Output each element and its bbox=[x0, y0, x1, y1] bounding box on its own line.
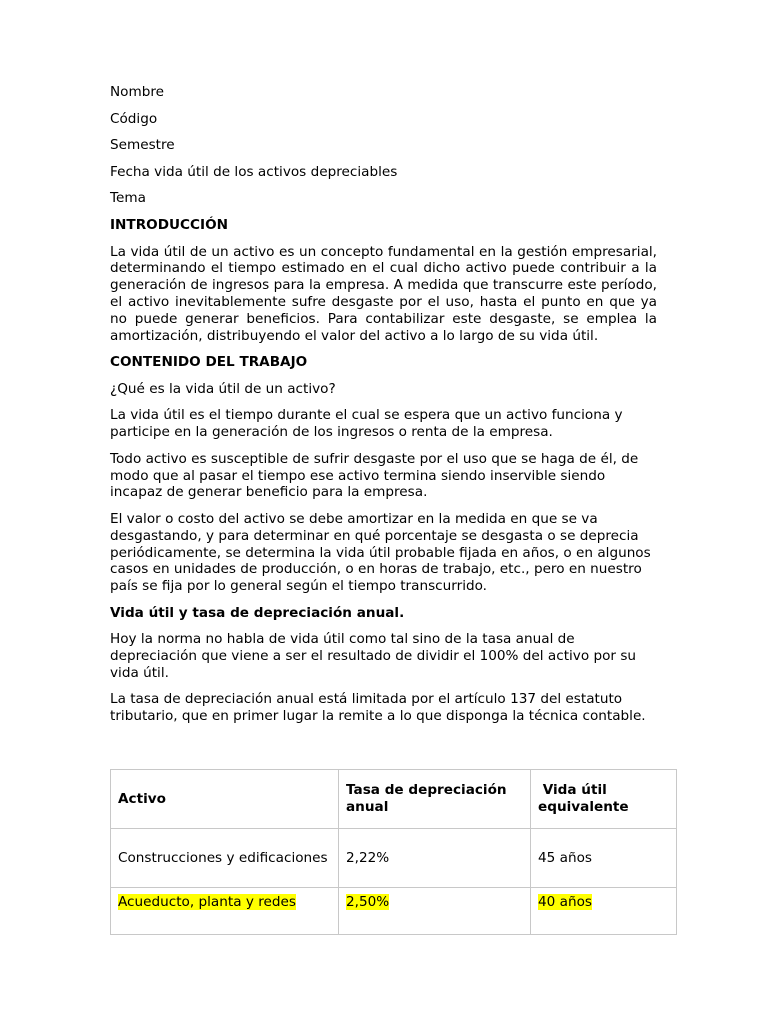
field-codigo: Código bbox=[110, 110, 158, 127]
table-header-row bbox=[111, 770, 677, 829]
table-cell-wrap bbox=[339, 888, 531, 935]
depreciation-table bbox=[110, 769, 677, 935]
table-cell-wrap bbox=[111, 888, 339, 935]
field-nombre: Nombre bbox=[110, 84, 165, 100]
table-cell-highlighted: 2,50% bbox=[346, 894, 390, 910]
table-row bbox=[111, 829, 677, 888]
content-question: ¿Qué es la vida útil de un activo? bbox=[110, 380, 336, 397]
content-paragraph-2: Todo activo es susceptible de sufrir desgaste por el uso que se haga de él, de modo que al pasar el tiempo ese activo termina siendo inservible siendo incapaz de generar beneficio para la empresa. bbox=[110, 450, 639, 501]
intro-heading: INTRODUCCIÓN bbox=[110, 216, 228, 233]
section2-paragraph-2: La tasa de depreciación anual está limitada por el artículo 137 del estatuto tributario, que en primer lugar la remite a lo que disponga la técnica contable. bbox=[110, 691, 646, 725]
table-row bbox=[111, 888, 677, 935]
table-cell-wrap bbox=[531, 888, 677, 935]
document-body bbox=[110, 84, 657, 735]
table-cell-highlighted: Acueducto, planta y redes bbox=[118, 894, 296, 910]
section2-heading: Vida útil y tasa de depreciación anual. bbox=[110, 604, 405, 621]
table-cell: Construcciones y edificaciones bbox=[111, 829, 339, 888]
table-header-cell: Tasa de depreciación anual bbox=[339, 770, 531, 829]
section2-paragraph-1: Hoy la norma no habla de vida útil como tal sino de la tasa anual de depreciación que viene a ser el resultado de dividir el 100% del activo por su vida útil. bbox=[110, 631, 637, 681]
table-header-cell: Activo bbox=[111, 770, 339, 829]
field-fecha: Fecha vida útil de los activos depreciables bbox=[110, 163, 398, 180]
table-cell: 2,22% bbox=[339, 829, 531, 888]
table-header-cell: Vida útil equivalente bbox=[531, 770, 677, 829]
field-semestre: Semestre bbox=[110, 137, 175, 154]
content-paragraph-1: La vida útil es el tiempo durante el cual se espera que un activo funciona y participe en la generación de los ingresos o renta de la empresa. bbox=[110, 407, 623, 441]
table-cell: 45 años bbox=[531, 829, 677, 888]
content-paragraph-3: El valor o costo del activo se debe amortizar en la medida en que se va desgastando, y para determinar en qué porcentaje se desgasta o se deprecia periódicamente, se determina la vida útil probable fijada en años, o en algunos casos en unidades de producción, o en horas de trabajo, etc., pero en nuestro país se fija por lo general según el tiempo transcurrido. bbox=[110, 510, 651, 595]
content-heading: CONTENIDO DEL TRABAJO bbox=[110, 354, 308, 371]
intro-paragraph: La vida útil de un activo es un concepto fundamental en la gestión empresarial, determinando el tiempo estimado en el cual dicho activo puede contribuir a la generación de ingresos para la empresa. A medida que transcurre este período, el activo inevitablemente sufre desgaste por el uso, hasta el punto en que ya no puede generar beneficios. Para contabilizar este desgaste, se emplea la amortización, distribuyendo el valor del activo a lo largo de su vida útil. bbox=[110, 243, 657, 344]
field-tema: Tema bbox=[110, 190, 146, 207]
table-cell-highlighted: 40 años bbox=[538, 894, 592, 910]
